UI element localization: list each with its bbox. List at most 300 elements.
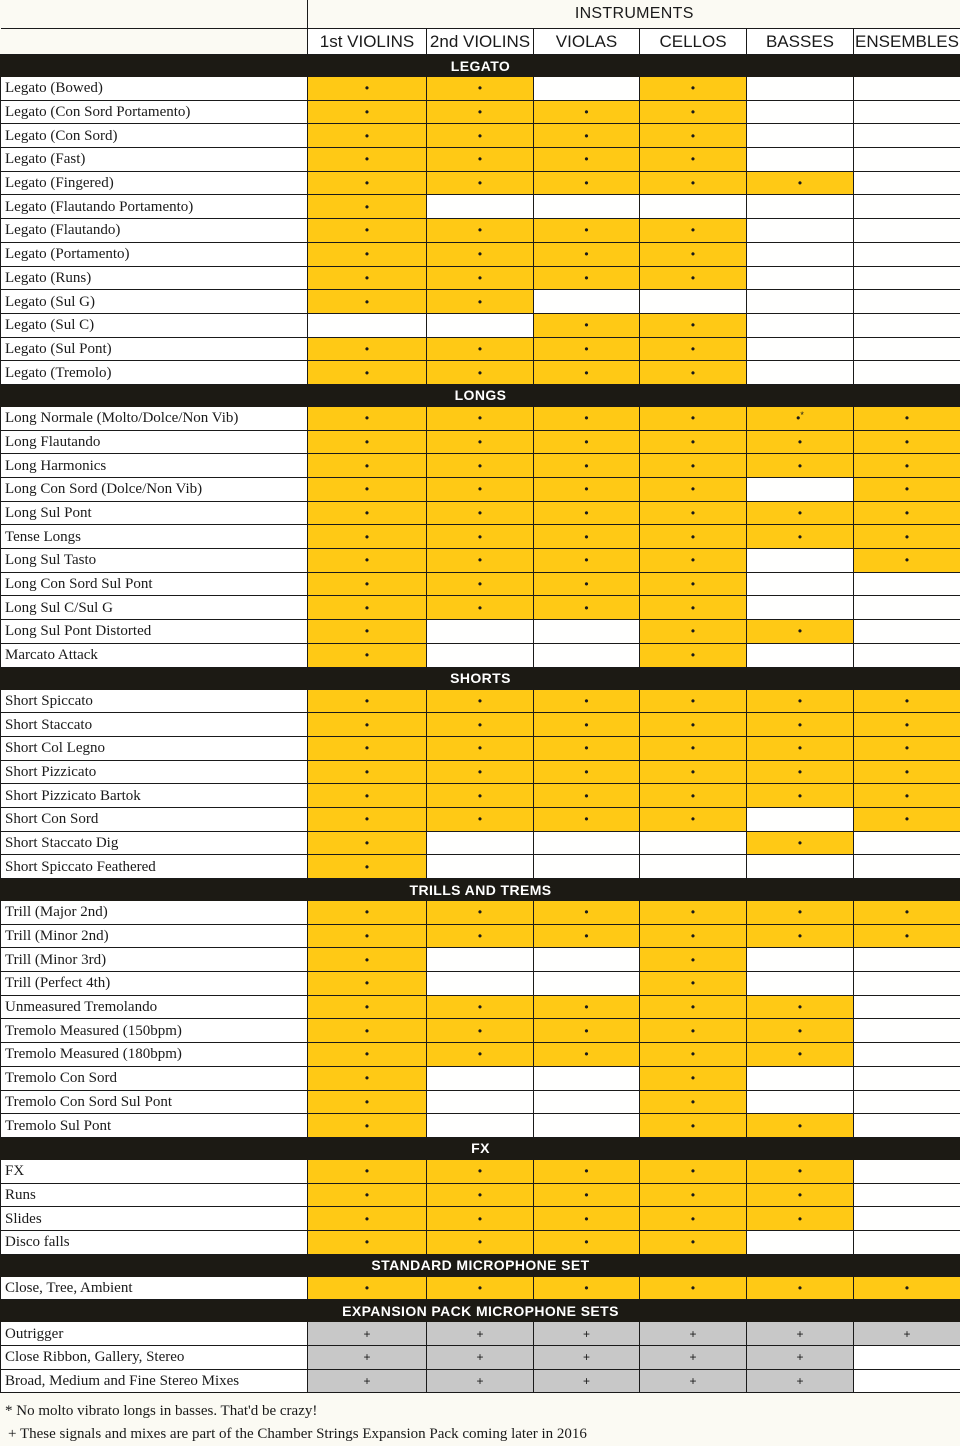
availability-mark: • [690,741,696,756]
availability-cell [308,784,427,808]
availability-mark: • [584,411,589,426]
availability-cell [640,596,747,620]
table-row [1,171,960,195]
row-label: Short Spiccato [1,689,308,713]
availability-mark: • [477,1280,483,1295]
availability-cell [640,313,747,337]
availability-cell [747,713,854,737]
availability-cell [534,1322,640,1346]
availability-cell [427,478,534,502]
table-row [1,713,960,737]
availability-mark: + [796,1326,804,1341]
availability-mark: • [690,365,696,380]
availability-mark: • [690,176,696,191]
availability-cell [854,1183,960,1207]
availability-cell [854,361,960,385]
table-row [1,501,960,525]
availability-cell [747,266,854,290]
availability-cell [640,831,747,855]
availability-cell [747,1090,854,1114]
availability-cell [747,807,854,831]
availability-cell [534,689,640,713]
column-header-cellos: CELLOS [640,29,747,55]
availability-cell [747,171,854,195]
availability-cell [854,1019,960,1043]
availability-mark: • [584,1280,589,1295]
footnote-expansion-pack: + These signals and mixes are part of the Chamber Strings Expansion Pack coming later in 2016 [8,1426,587,1442]
availability-cell [427,1066,534,1090]
availability-cell [747,736,854,760]
availability-mark: • [364,859,370,874]
availability-mark: • [477,105,483,120]
availability-cell [854,1230,960,1254]
availability-mark: • [364,506,370,521]
table-row [1,1322,960,1346]
availability-mark: • [690,812,696,827]
availability-mark: • [904,1280,910,1295]
availability-cell [308,901,427,925]
availability-cell [427,361,534,385]
availability-cell [308,219,427,243]
availability-cell [747,1019,854,1043]
availability-cell [427,454,534,478]
availability-cell [854,1369,960,1393]
availability-mark: • [477,693,483,708]
row-label: Close, Tree, Ambient [1,1276,308,1300]
availability-mark: • [477,270,483,285]
table-row [1,901,960,925]
availability-mark: • [690,1023,696,1038]
availability-mark: • [477,1047,483,1062]
corner-blank [1,0,308,29]
availability-mark: • [584,1211,589,1226]
availability-mark: • [364,741,370,756]
availability-cell [534,972,640,996]
table-row [1,620,960,644]
availability-cell [640,1019,747,1043]
row-label: Legato (Sul G) [1,290,308,314]
availability-mark: + [689,1374,697,1389]
availability-mark: • [584,929,589,944]
availability-cell [308,290,427,314]
section-header-row [1,1300,960,1322]
availability-cell [640,620,747,644]
availability-cell [640,219,747,243]
table-row [1,807,960,831]
availability-cell [747,1207,854,1231]
row-label: Trill (Major 2nd) [1,901,308,925]
table-row [1,1019,960,1043]
availability-cell [854,855,960,879]
availability-mark: + [476,1374,484,1389]
availability-mark: • [690,764,696,779]
availability-cell [427,1019,534,1043]
availability-mark: • [797,1211,803,1226]
availability-cell [747,1114,854,1138]
availability-cell [308,972,427,996]
availability-cell [640,454,747,478]
availability-cell [854,195,960,219]
availability-mark: • [690,624,696,639]
availability-mark: • [584,741,589,756]
availability-cell [640,736,747,760]
availability-cell [308,148,427,172]
availability-mark: • [364,648,370,663]
table-row [1,124,960,148]
availability-mark: • [690,1047,696,1062]
availability-cell [534,195,640,219]
availability-cell [747,361,854,385]
availability-mark: • [584,1047,589,1062]
availability-cell [534,361,640,385]
availability-mark: • [690,577,696,592]
availability-cell [534,995,640,1019]
row-label: Trill (Minor 2nd) [1,924,308,948]
table-row [1,1346,960,1370]
availability-cell [534,478,640,502]
availability-mark: • [690,529,696,544]
availability-cell [854,995,960,1019]
availability-mark: • [690,128,696,143]
availability-mark: • [477,1000,483,1015]
section-header-row [1,1137,960,1159]
table-row [1,1183,960,1207]
availability-cell [640,525,747,549]
availability-cell [534,290,640,314]
availability-mark: • [690,318,696,333]
section-header-row [1,1254,960,1276]
availability-cell [640,972,747,996]
availability-mark: • [584,152,589,167]
availability-mark: • [364,905,370,920]
availability-cell [854,924,960,948]
availability-cell [308,855,427,879]
availability-cell [854,901,960,925]
table-row [1,643,960,667]
row-label: Legato (Bowed) [1,77,308,101]
availability-mark: • [690,152,696,167]
availability-cell [640,995,747,1019]
availability-cell [308,242,427,266]
availability-cell [427,1183,534,1207]
availability-cell [427,689,534,713]
availability-mark: • [690,247,696,262]
availability-cell [854,290,960,314]
availability-mark: • [797,1000,803,1015]
availability-cell [427,124,534,148]
availability-cell [640,549,747,573]
availability-mark: • [364,577,370,592]
table-row [1,430,960,454]
availability-cell [534,219,640,243]
availability-mark: • [364,247,370,262]
availability-mark: • [477,1235,483,1250]
table-row [1,1066,960,1090]
section-title: LONGS [1,384,960,406]
availability-mark: • [690,788,696,803]
availability-mark: • [690,905,696,920]
availability-cell [854,171,960,195]
availability-cell [534,1207,640,1231]
availability-mark: • [904,482,910,497]
availability-cell [640,430,747,454]
table-row [1,1043,960,1067]
availability-cell [854,760,960,784]
availability-cell [427,430,534,454]
availability-mark: • [364,764,370,779]
availability-cell [534,596,640,620]
availability-cell [427,1043,534,1067]
availability-cell [640,713,747,737]
availability-cell [534,1066,640,1090]
availability-cell [854,831,960,855]
table-row [1,572,960,596]
availability-cell [308,100,427,124]
availability-cell [308,948,427,972]
availability-mark: • [904,411,910,426]
availability-cell [308,478,427,502]
availability-cell [427,313,534,337]
availability-cell [854,948,960,972]
row-label: Close Ribbon, Gallery, Stereo [1,1346,308,1370]
availability-cell [854,430,960,454]
row-label: Long Con Sord Sul Pont [1,572,308,596]
availability-mark: • [690,1280,696,1295]
availability-cell [854,148,960,172]
availability-mark: • [584,1187,589,1202]
availability-cell [747,1183,854,1207]
availability-cell [747,1346,854,1370]
availability-mark: • [797,1047,803,1062]
section-header-row [1,55,960,77]
availability-mark: • [477,1023,483,1038]
availability-cell [534,924,640,948]
availability-cell [534,1230,640,1254]
row-label: Legato (Con Sord Portamento) [1,100,308,124]
availability-mark: • [584,223,589,238]
column-header-2nd-violins: 2nd VIOLINS [427,29,534,55]
availability-mark: • [477,788,483,803]
availability-cell [747,1369,854,1393]
availability-mark: • [477,458,483,473]
row-label: Legato (Portamento) [1,242,308,266]
availability-mark: • [364,929,370,944]
availability-mark: • [904,506,910,521]
availability-cell [534,1369,640,1393]
availability-mark: • [584,1000,589,1015]
availability-mark: • [364,529,370,544]
availability-mark: • [477,1164,483,1179]
availability-cell [308,406,427,430]
availability-cell [640,478,747,502]
availability-cell [534,148,640,172]
availability-mark: • [477,506,483,521]
table-row [1,1159,960,1183]
row-label: Short Pizzicato [1,760,308,784]
availability-cell [308,501,427,525]
availability-cell [308,760,427,784]
instruments-title: INSTRUMENTS [308,0,960,29]
availability-cell [854,736,960,760]
availability-mark: + [689,1350,697,1365]
availability-cell [854,525,960,549]
row-label: Long Sul C/Sul G [1,596,308,620]
availability-mark: • [364,1164,370,1179]
availability-cell [427,855,534,879]
availability-cell [308,1207,427,1231]
availability-mark: • [477,411,483,426]
availability-cell [854,1276,960,1300]
row-label: Disco falls [1,1230,308,1254]
availability-mark: • [364,176,370,191]
availability-cell [308,1230,427,1254]
availability-cell [308,454,427,478]
availability-mark: • [690,223,696,238]
availability-cell [308,1183,427,1207]
availability-cell [308,643,427,667]
availability-cell [308,831,427,855]
availability-cell [308,1346,427,1370]
availability-mark: • [690,693,696,708]
availability-cell [854,972,960,996]
availability-cell [308,525,427,549]
availability-mark: + [582,1350,590,1365]
availability-cell [427,736,534,760]
availability-cell [427,1322,534,1346]
availability-mark: • [690,976,696,991]
table-row [1,924,960,948]
availability-cell [640,1183,747,1207]
availability-mark: • [477,294,483,309]
availability-mark: • [477,529,483,544]
availability-mark: • [477,812,483,827]
availability-cell [747,572,854,596]
availability-cell [308,77,427,101]
availability-mark: • [477,553,483,568]
table-row [1,266,960,290]
availability-cell [640,501,747,525]
availability-mark: • [364,482,370,497]
availability-cell [854,1322,960,1346]
availability-cell [747,454,854,478]
availability-cell [640,290,747,314]
availability-mark: + [796,1350,804,1365]
availability-mark: • [364,952,370,967]
table-body [1,55,960,1393]
table-row [1,454,960,478]
section-header-row [1,879,960,901]
table-row [1,831,960,855]
table-row [1,995,960,1019]
availability-mark: • [364,365,370,380]
availability-mark: • [584,506,589,521]
availability-mark: • [364,1023,370,1038]
availability-cell [854,124,960,148]
availability-mark: • [797,458,803,473]
row-label: Legato (Con Sord) [1,124,308,148]
availability-mark: • [364,341,370,356]
availability-mark: • [690,482,696,497]
availability-cell [640,195,747,219]
availability-cell [427,549,534,573]
availability-mark: • [364,553,370,568]
availability-mark: • [690,411,696,426]
availability-cell [854,266,960,290]
availability-cell [427,620,534,644]
table-row [1,972,960,996]
row-label: Short Con Sord [1,807,308,831]
availability-mark: • [690,1118,696,1133]
availability-cell [854,1043,960,1067]
table-row [1,1276,960,1300]
availability-mark: • [477,764,483,779]
availability-cell [854,100,960,124]
row-label: Broad, Medium and Fine Stereo Mixes [1,1369,308,1393]
availability-mark: • [797,788,803,803]
availability-mark: • [364,1071,370,1086]
availability-mark: • [584,600,589,615]
availability-cell [747,760,854,784]
availability-cell [427,1114,534,1138]
availability-cell [427,596,534,620]
availability-mark: • [364,624,370,639]
availability-mark: • [797,741,803,756]
availability-mark: • [477,176,483,191]
availability-cell [308,1066,427,1090]
row-label: Short Pizzicato Bartok [1,784,308,808]
availability-cell [427,1207,534,1231]
availability-cell [747,124,854,148]
row-label: Outrigger [1,1322,308,1346]
availability-cell [534,620,640,644]
availability-cell [308,549,427,573]
availability-cell [427,901,534,925]
availability-cell [534,1276,640,1300]
table-row [1,1369,960,1393]
row-label: Legato (Runs) [1,266,308,290]
availability-cell [534,1346,640,1370]
availability-cell [308,1114,427,1138]
availability-mark: • [584,270,589,285]
availability-mark: • [477,1187,483,1202]
availability-mark: • [690,506,696,521]
availability-cell [308,195,427,219]
availability-cell [427,643,534,667]
availability-cell [534,337,640,361]
availability-mark: • [584,365,589,380]
availability-cell [308,620,427,644]
availability-cell [534,454,640,478]
availability-cell [427,525,534,549]
availability-cell [308,572,427,596]
availability-cell [534,572,640,596]
availability-mark: • [584,247,589,262]
availability-cell [854,549,960,573]
availability-cell [534,525,640,549]
availability-cell [427,572,534,596]
availability-cell [640,643,747,667]
availability-cell [640,760,747,784]
availability-mark: • [364,1118,370,1133]
availability-cell [854,807,960,831]
availability-cell [534,901,640,925]
availability-cell [427,219,534,243]
table-row [1,855,960,879]
availability-cell [854,572,960,596]
availability-cell [747,406,854,430]
availability-mark: • [364,434,370,449]
availability-cell [427,406,534,430]
